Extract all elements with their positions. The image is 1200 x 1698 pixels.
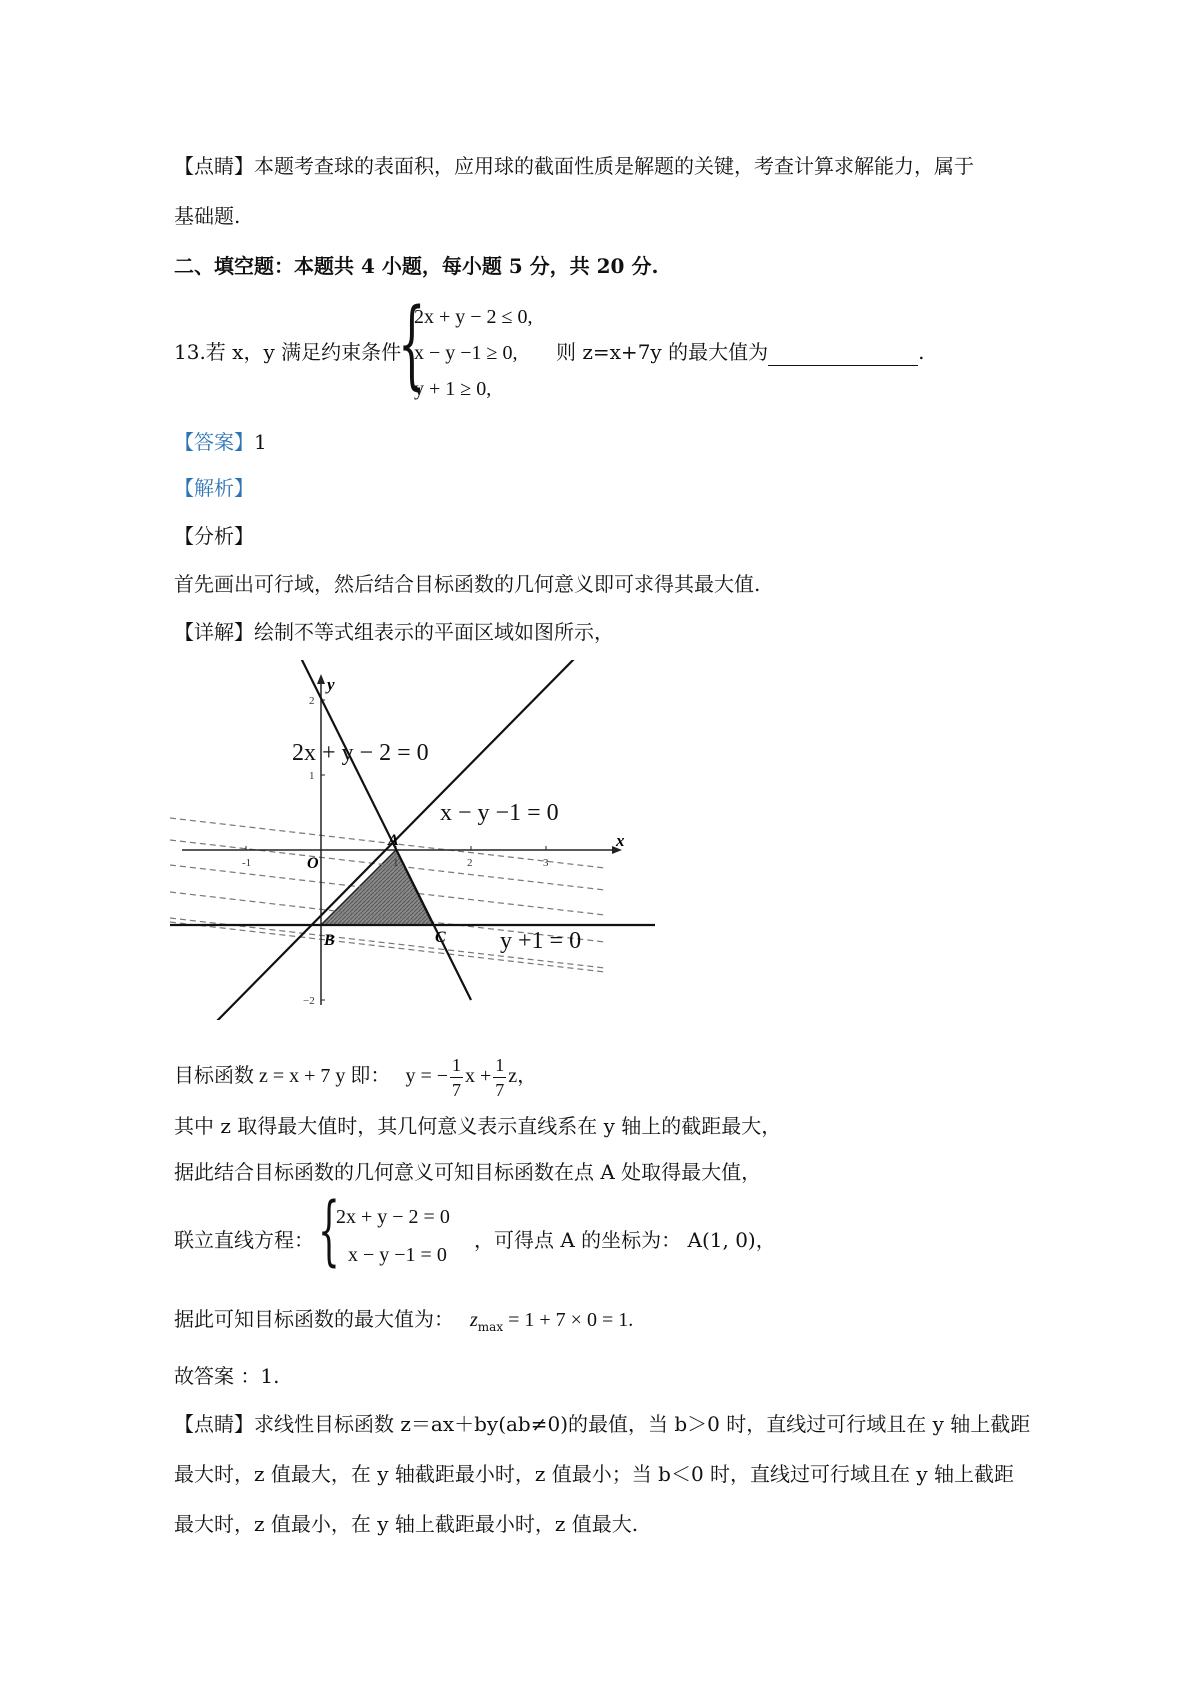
join-brace: { [318, 1185, 340, 1274]
tip2-line3: 最大时，z 值最小，在 y 轴上截距最小时，z 值最大. [174, 1512, 639, 1536]
max-lead: 据此可知目标函数的最大值为： [174, 1307, 454, 1331]
eq-label-2: x − y −1 = 0 [440, 800, 559, 826]
tick-x-2: 2 [467, 857, 473, 869]
y-axis-arrow [317, 674, 325, 684]
origin-label: O [307, 855, 319, 872]
point-label-c: C [435, 929, 446, 946]
q13-question-text: 则 z=x+7y 的最大值为 [556, 340, 769, 364]
detail-text: 【详解】绘制不等式组表示的平面区域如图所示， [174, 620, 614, 644]
point-label-b: B [324, 932, 335, 949]
analysis-label: 【解析】 [174, 476, 254, 500]
objective-line [174, 1053, 537, 1102]
q13-constraint-2: x − y −1 ≥ 0, [414, 342, 518, 364]
tick-y-neg2: −2 [303, 995, 315, 1007]
fenxi-label: 【分析】 [174, 524, 254, 548]
q13-lead: 13.若 x，y 满足约束条件 [174, 340, 402, 364]
feasible-region-figure [170, 660, 660, 1020]
q13-constraint-3: y + 1 ≥ 0, [414, 378, 492, 400]
tip-paragraph-line2: 基础题. [174, 204, 241, 228]
tip2-line1: 【点睛】求线性目标函数 z＝ax＋by(ab≠0)的最值，当 b＞0 时，直线过可行域且在 y 轴上截距 [174, 1412, 1031, 1436]
q13-answer-blank [768, 345, 918, 366]
join-lead: 联立直线方程： [174, 1228, 314, 1252]
objective-lead: 目标函数 z = x + 7 y 即： [174, 1065, 391, 1088]
fraction-1 [450, 1053, 463, 1102]
q13-brace: { [398, 288, 426, 400]
fraction-1-num: 1 [450, 1053, 463, 1078]
sentence-2: 据此结合目标函数的几何意义可知目标函数在点 A 处取得最大值， [174, 1160, 762, 1184]
fraction-2 [493, 1053, 506, 1102]
tip-paragraph-line1: 【点睛】本题考查球的表面积，应用球的截面性质是解题的关键，考查计算求解能力，属于 [174, 154, 974, 178]
tick-x-1: 1 [393, 857, 399, 869]
tick-x-neg1: -1 [242, 857, 252, 869]
tick-x-3: 3 [543, 857, 549, 869]
line-2x-y-2 [301, 660, 471, 1000]
fenxi-text: 首先画出可行域，然后结合目标函数的几何意义即可求得其最大值. [174, 572, 761, 596]
sentence-1: 其中 z 取得最大值时，其几何意义表示直线系在 y 轴上的截距最大， [174, 1114, 782, 1138]
q13-end: . [918, 340, 925, 364]
q13-question [556, 338, 924, 366]
fraction-2-den: 7 [495, 1080, 505, 1100]
max-subscript: max [477, 1320, 504, 1334]
eq-label-3: y +1 = 0 [500, 928, 582, 954]
final-answer: 故答案 ：1. [174, 1364, 280, 1388]
join-equation-1: 2x + y − 2 = 0 [336, 1206, 450, 1228]
objective-mid: x + [465, 1065, 492, 1088]
join-equation-2: x − y −1 = 0 [348, 1244, 447, 1266]
objective-y: y = − [405, 1065, 448, 1088]
axis-label-x: x [616, 831, 625, 850]
tick-y-1: 1 [309, 770, 315, 782]
answer-value: 1 [254, 430, 267, 454]
answer-label: 【答案】 [174, 430, 254, 454]
fraction-2-num: 1 [493, 1053, 506, 1078]
objective-end: z， [508, 1065, 538, 1088]
point-label-a: A [388, 832, 399, 849]
answer-line [174, 428, 267, 456]
max-line [174, 1305, 633, 1341]
join-tail: ，可得点 A 的坐标为： A(1, 0)， [474, 1228, 776, 1252]
eq-label-1: 2x + y − 2 = 0 [292, 740, 429, 766]
tip2-line2: 最大时，z 值最大，在 y 轴截距最小时，z 值最小；当 b＜0 时，直线过可行域且在 y 轴上截距 [174, 1462, 1015, 1486]
tick-y-2: 2 [309, 695, 315, 707]
max-z: z [470, 1309, 478, 1331]
fraction-1-den: 7 [452, 1080, 461, 1100]
axis-label-y: y [327, 675, 335, 694]
q13-constraint-1: 2x + y − 2 ≤ 0, [414, 306, 533, 328]
max-rest: = 1 + 7 × 0 = 1. [503, 1309, 634, 1331]
section-heading: 二、填空题：本题共 4 小题，每小题 5 分，共 20 分. [174, 254, 659, 278]
